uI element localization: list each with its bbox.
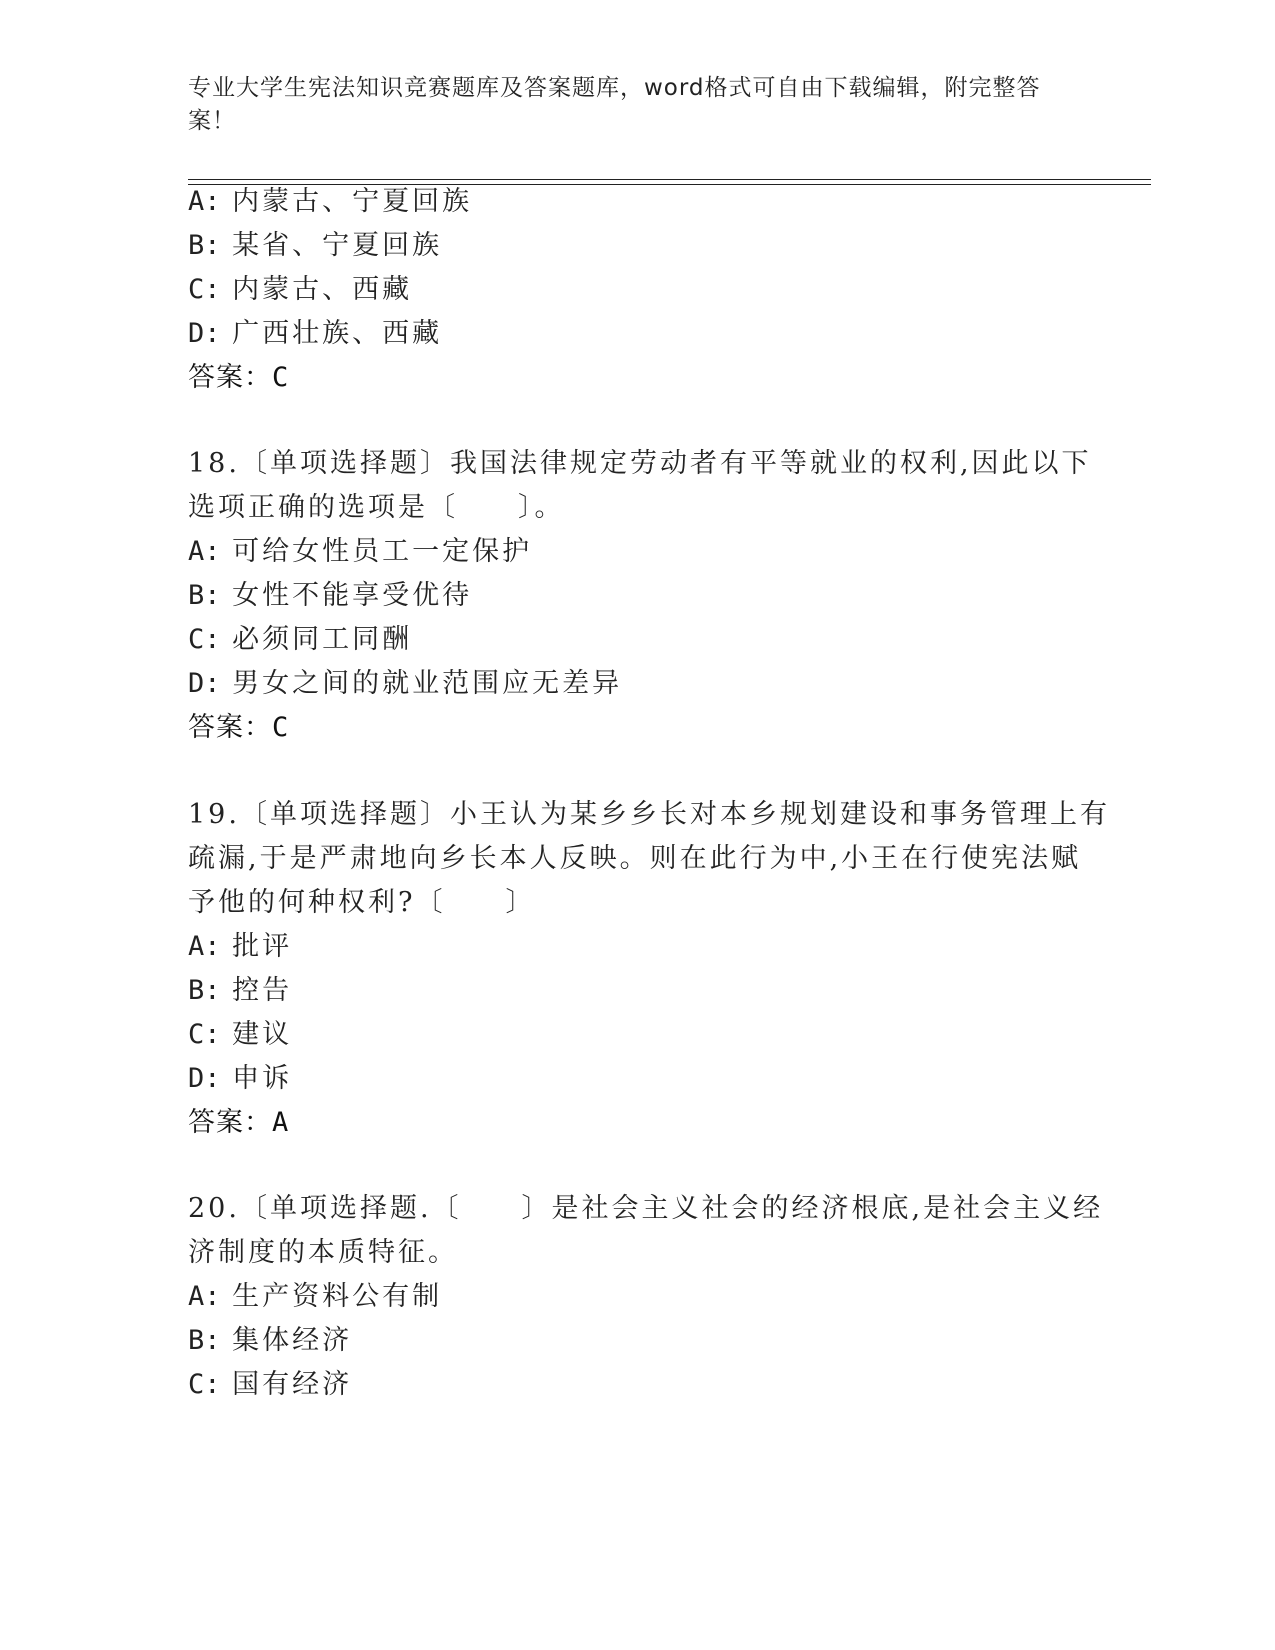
option-d — [188, 317, 442, 351]
answer-label: 答案： — [188, 362, 272, 393]
question-text: 予他的何种权利?〔 〕 — [188, 887, 536, 918]
question-text: 选项正确的选项是〔 〕。 — [188, 492, 565, 523]
question-text: 18.〔单项选择题〕我国法律规定劳动者有平等就业的权利,因此以下 — [188, 448, 1092, 479]
option-b — [188, 579, 472, 613]
option-key: B: — [188, 1325, 221, 1356]
option-d — [188, 1062, 292, 1096]
option-text: 广西壮族、西藏 — [232, 318, 443, 349]
answer-line — [188, 361, 289, 395]
option-text: 内蒙古、西藏 — [232, 274, 413, 305]
option-b — [188, 974, 292, 1008]
option-text: 国有经济 — [232, 1369, 353, 1400]
question-text: 19.〔单项选择题〕小王认为某乡乡长对本乡规划建设和事务管理上有 — [188, 799, 1110, 830]
header-divider — [188, 179, 1151, 180]
option-c — [188, 273, 412, 307]
page-header: 专业大学生宪法知识竞赛题库及答案题库，word格式可自由下载编辑，附完整答案！ — [188, 75, 1041, 134]
option-text: 控告 — [232, 975, 293, 1006]
answer-line — [188, 711, 289, 745]
answer-value: C — [272, 712, 290, 743]
option-key: C: — [188, 1369, 221, 1400]
option-a — [188, 185, 472, 219]
answer-label: 答案： — [188, 1107, 272, 1138]
option-key: B: — [188, 580, 221, 611]
option-c — [188, 1368, 352, 1402]
option-text: 申诉 — [232, 1063, 293, 1094]
option-text: 集体经济 — [232, 1325, 353, 1356]
option-c — [188, 623, 412, 657]
option-key: B: — [188, 975, 221, 1006]
option-key: D: — [188, 1063, 221, 1094]
option-key: C: — [188, 274, 221, 305]
option-text: 某省、宁夏回族 — [232, 230, 443, 261]
option-key: A: — [188, 931, 221, 962]
question-text: 济制度的本质特征。 — [188, 1237, 458, 1268]
option-text: 建议 — [232, 1019, 293, 1050]
option-b — [188, 1324, 352, 1358]
option-a — [188, 930, 292, 964]
option-key: B: — [188, 230, 221, 261]
answer-value: A — [272, 1107, 290, 1138]
option-text: 生产资料公有制 — [232, 1281, 443, 1312]
answer-label: 答案： — [188, 712, 272, 743]
option-b — [188, 229, 442, 263]
option-key: A: — [188, 536, 221, 567]
option-text: 男女之间的就业范围应无差异 — [232, 668, 623, 699]
option-text: 内蒙古、宁夏回族 — [232, 186, 473, 217]
option-key: A: — [188, 1281, 221, 1312]
option-a — [188, 1280, 442, 1314]
answer-line — [188, 1106, 289, 1140]
option-key: C: — [188, 1019, 221, 1050]
option-key: D: — [188, 318, 221, 349]
option-key: A: — [188, 186, 221, 217]
question-text: 20.〔单项选择题.〔 〕是社会主义社会的经济根底,是社会主义经 — [188, 1193, 1104, 1224]
option-text: 可给女性员工一定保护 — [232, 536, 533, 567]
option-key: C: — [188, 624, 221, 655]
option-d — [188, 667, 622, 701]
option-key: D: — [188, 668, 221, 699]
option-a — [188, 535, 532, 569]
option-text: 批评 — [232, 931, 293, 962]
option-text: 必须同工同酬 — [232, 624, 413, 655]
answer-value: C — [272, 362, 290, 393]
option-c — [188, 1018, 292, 1052]
option-text: 女性不能享受优待 — [232, 580, 473, 611]
question-text: 疏漏,于是严肃地向乡长本人反映。则在此行为中,小王在行使宪法赋 — [188, 843, 1082, 874]
